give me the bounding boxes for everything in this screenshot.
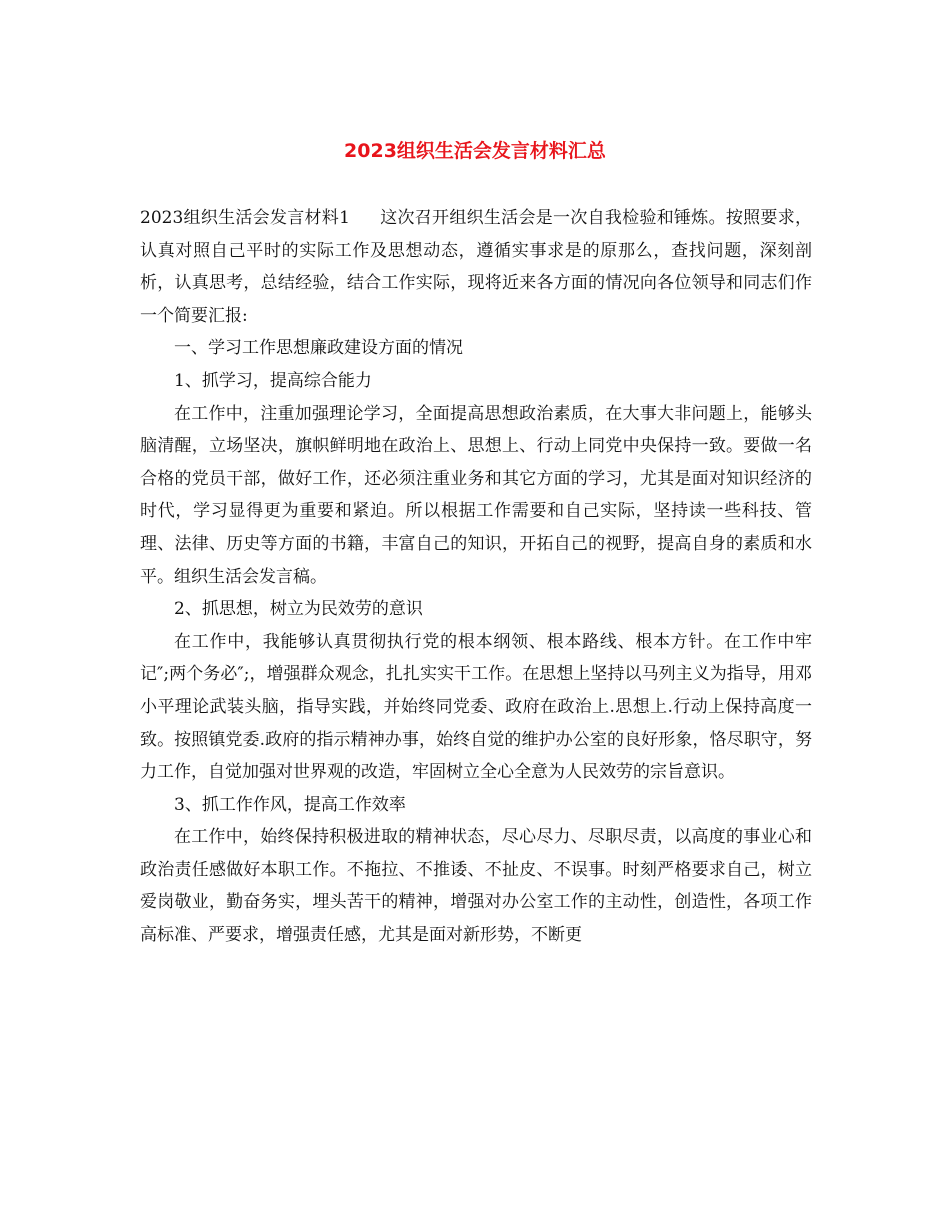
section-heading: 一、学习工作思想廉政建设方面的情况 [174, 338, 463, 359]
paragraph-intro [140, 202, 812, 332]
subsection-heading: 3、抓工作作风，提高工作效率 [174, 794, 406, 815]
paragraph-text: 这次召开组织生活会是一次自我检验和锤炼。按照要求，认真对照自己平时的实际工作及思想动态，遵循实事求是的原那么，查找问题，深刻剖析，认真思考，总结经验，结合工作实际，现将近来各方面的情况向各位领导和同志们作一个简要汇报: [140, 208, 812, 326]
paragraph: 在工作中，我能够认真贯彻执行党的根本纲领、根本路线、根本方针。在工作中牢记″;两个务必″;，增强群众观念，扎扎实实干工作。在思想上坚持以马列主义为指导，用邓小平理论武装头脑，指导实践，并始终同党委、政府在政治上.思想上.行动上保持高度一致。按照镇党委.政府的指示精神办事，始终自觉的维护办公室的良好形象，恪尽职守，努力工作，自觉加强对世界观的改造，牢固树立全心全意为人民效劳的宗旨意识。 [140, 631, 812, 783]
subsection-heading: 1、抓学习，提高综合能力 [174, 370, 372, 391]
document-title: 2023组织生活会发言材料汇总 [344, 140, 606, 162]
subsection-heading: 2、抓思想，树立为民效劳的意识 [174, 599, 423, 620]
paragraph: 在工作中，始终保持积极进取的精神状态，尽心尽力、尽职尽责，以高度的事业心和政治责任感做好本职工作。不拖拉、不推诿、不扯皮、不误事。时刻严格要求自己，树立爱岗敬业，勤奋务实，埋头苦干的精神，增强对办公室工作的主动性，创造性，各项工作高标准、严要求，增强责任感，尤其是面对新形势，不断更 [140, 827, 812, 946]
paragraph: 在工作中，注重加强理论学习，全面提高思想政治素质，在大事大非问题上，能够头脑清醒，立场坚决，旗帜鲜明地在政治上、思想上、行动上同党中央保持一致。要做一名合格的党员干部，做好工作，还必须注重业务和其它方面的学习，尤其是面对知识经济的时代，学习显得更为重要和紧迫。所以根据工作需要和自己实际，坚持读一些科技、管理、法律、历史等方面的书籍，丰富自己的知识，开拓自己的视野，提高自身的素质和水平。组织生活会发言稿。 [140, 403, 812, 587]
document-body [140, 202, 812, 952]
section-label: 2023组织生活会发言材料1 [140, 208, 350, 228]
